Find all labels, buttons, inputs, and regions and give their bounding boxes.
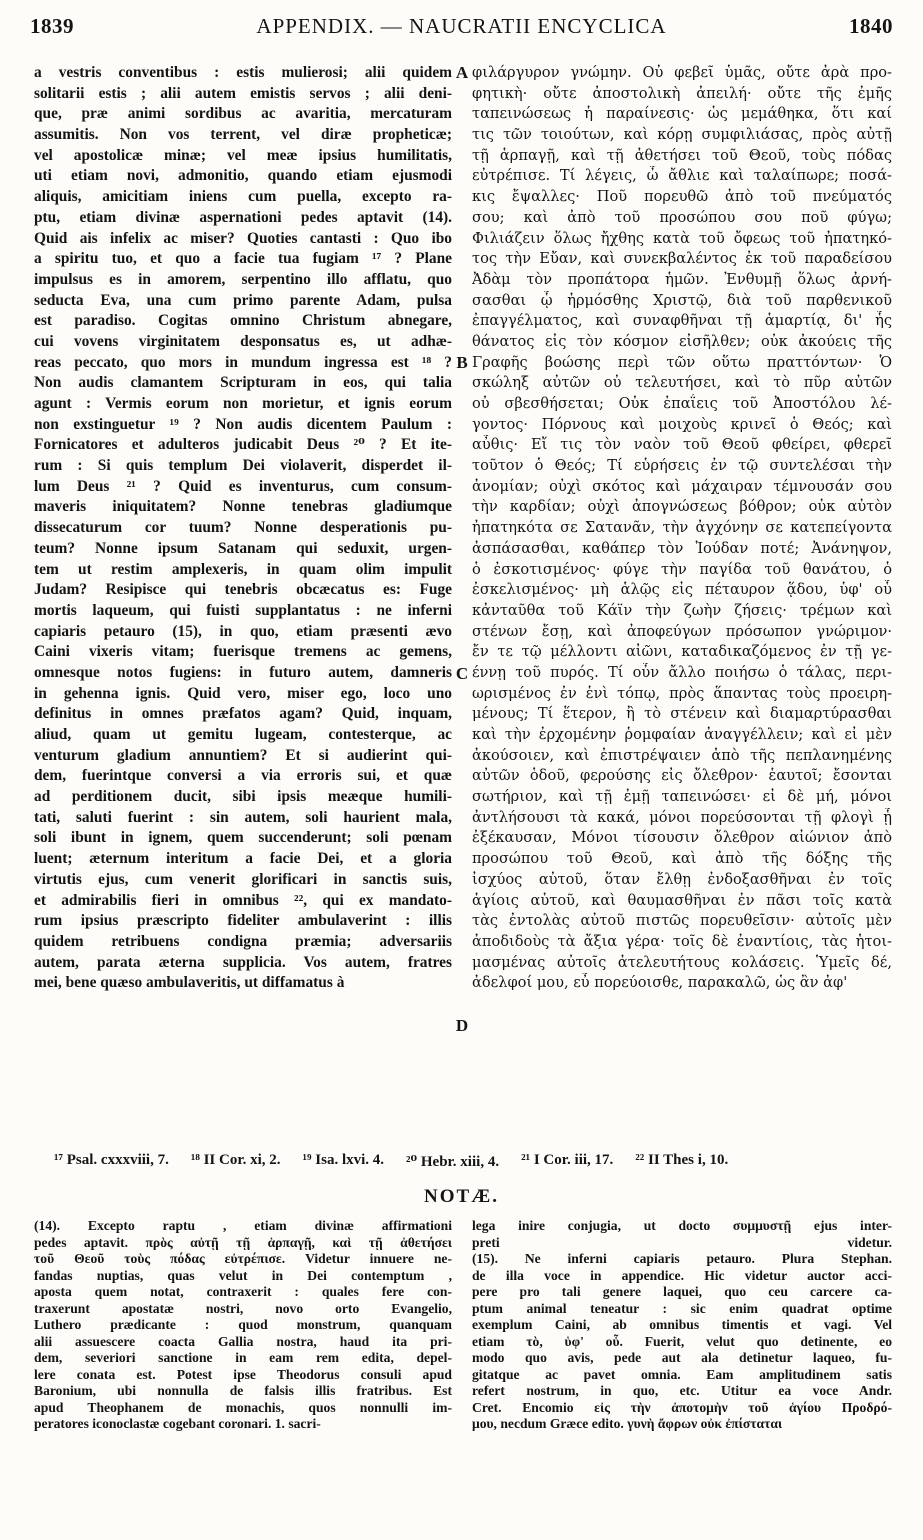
greek-text-line: στένων ἔσῃ, καὶ ἀποφεύγων πρόσωπον γνώριμον· xyxy=(472,622,892,640)
greek-text-line: κις ἔψαλλες· Ποῦ πορευθῶ ἀπὸ τοῦ πνεύματός xyxy=(472,188,892,206)
latin-text-line: ptu, etiam divinæ aspernationi pedes aptavit (14). xyxy=(34,208,452,226)
latin-text-line: Fornicatores et adulteros judicabit Deus ²⁰ ? Et ite- xyxy=(34,436,452,454)
footnote: ¹⁹ Isa. lxvi. 4. xyxy=(302,1152,385,1168)
footnotes xyxy=(54,1152,893,1171)
note-text-line: lere conata est. Potest ipse Theodorus consuli apud xyxy=(34,1366,452,1382)
footnote: ²¹ I Cor. iii, 17. xyxy=(521,1152,614,1168)
greek-column xyxy=(472,63,892,994)
note-text-line: Luthero prædicante : quod monstrum, quanquam xyxy=(34,1317,452,1332)
greek-text-line: γοντος· Πόρνους καὶ μοιχοὺς κρινεῖ ὁ Θεός; καὶ xyxy=(472,415,892,433)
latin-text-line: seducta Eva, una cum primo parente Adam, pulsa xyxy=(34,291,452,309)
latin-text-line: aliud, quam ut gemitu lugeam, contesterque, ac xyxy=(34,726,452,743)
greek-text-line: ἀντλήσουσι τὰ κακά, μόνοι πορεύσονται τῇ φλογὶ ᾗ xyxy=(472,808,892,826)
latin-text-line: tati, saluti fuerint : sin autem, soli haurient mala, xyxy=(34,808,452,826)
note-text-line: fandas nuptias, quas velut in Dei contemptum , xyxy=(34,1267,452,1283)
note-text-line: refert nostrum, in quo, etc. Utitur ea voce Andr. xyxy=(472,1383,892,1398)
latin-text-line: cui vovens virginitatem desponsatus es, ut adhæ- xyxy=(34,332,452,350)
latin-text-line: a vestris conventibus : estis mulierosi; alii quidem xyxy=(34,64,452,81)
page-header xyxy=(30,14,893,46)
greek-text-line: τῇ ἁρπαγῇ, καὶ τῇ ἀθετήσει τοῦ Θεοῦ, τοὺς πόδας xyxy=(472,146,892,164)
greek-text-line: τὴν καρδίαν; οὐχὶ ἀπογνώσεως βόθρον; οὐκ αὐτὸν xyxy=(472,498,892,516)
note-text-line: (14). Excepto raptu , etiam divinæ affirmationi xyxy=(34,1218,452,1233)
left-page-number: 1839 xyxy=(30,14,74,38)
latin-text-line: impulsus es in amorem, serpentino illo afflatu, quo xyxy=(34,270,452,288)
latin-column xyxy=(34,63,452,994)
note-text-line: pere pro tali genere laquei, quo ceu carcere ca- xyxy=(472,1284,892,1299)
note-text-line: (15). Ne inferni capiaris petauro. Plura Stephan. xyxy=(472,1251,892,1266)
greek-text-line: θάνατος εἰς τὸν κόσμον εἰσῆλθεν; οὐκ ἀκούεις τῆς xyxy=(472,332,892,350)
greek-text-line: σωτήριον, καὶ τῇ ἐμῇ ταπεινώσει· εἰ δὲ μή, μόνοι xyxy=(472,788,892,806)
greek-text-line: ὁ ἐσκοτισμένος· φύγε τὴν παγίδα τοῦ θανάτου, ὁ xyxy=(472,560,892,578)
latin-text-line: tem ut restim amplexeris, in quam olim impulit xyxy=(34,560,452,578)
latin-text-line: Judam? Resipisce qui tenebris obcæcatus es: Fuge xyxy=(34,581,452,599)
greek-text-line: ἀνομίαν; οὐχὶ σκότος καὶ μάχαιραν τέμνουσάν σου xyxy=(472,477,892,495)
latin-text-line: quidem retribuens condigna præmia; adversariis xyxy=(34,932,452,950)
greek-text-line: εὐτρέπισε. Τί λέγεις, ὦ ἄθλιε καὶ ταλαίπωρε; ποσά- xyxy=(472,167,892,185)
greek-text-line: αὐτῶν ὁδοῦ, φερούσης εἰς ὄλεθρον· ἑαυτοῖ; ἔσονται xyxy=(472,767,892,785)
note-text-line: μου, necdum Græce edito. γυνὴ ἄφρων οὐκ ἐπίσταται xyxy=(472,1416,783,1431)
note-text-line: alii assuescere coacta Gallia nostra, haud ita pri- xyxy=(34,1333,452,1349)
footnote: ²² II Thes i, 10. xyxy=(635,1152,729,1168)
greek-text-line: ἀδελφοί μου, εὖ πορεύοισθε, παρακαλῶ, ὡς ἂν ἀφ' xyxy=(472,974,848,992)
note-text-line: gitatque ac pavet omnia. Eam amplitudinem satis xyxy=(472,1366,892,1382)
latin-text-line: venturum gladium annuntiem? Et si audierint qui- xyxy=(34,746,452,764)
latin-text-line: Quid ais infelix ac miser? Quoties cantasti : Quo ibo xyxy=(34,229,452,247)
latin-text-line: rum : Si quis templum Dei violaverit, disperdet il- xyxy=(34,457,452,475)
note-text-line: apud Theophanem de monachis, quos nonnulli im- xyxy=(34,1399,452,1415)
latin-text-line: maveris iniquitatem? Nonne tenebras gladiumque xyxy=(34,498,452,516)
greek-text-line: ἁγίοις αὐτοῦ, καὶ θαυμασθῆναι ἐν πᾶσι τοῖς κατὰ xyxy=(472,891,892,909)
note-text-line: ptum animal teneatur : sic enim quadrat optime xyxy=(472,1300,892,1316)
right-page-number: 1840 xyxy=(848,14,893,38)
note-text-line: de illa voce in appendice. Hic videtur auctor acci- xyxy=(472,1267,892,1283)
latin-text-line: et admirabilis fieri in omnibus ²², qui ex mandato- xyxy=(34,891,452,909)
latin-text-line: Caini vixeris vitam; fuerisque tremens ac gemens, xyxy=(34,643,452,661)
latin-text-line: in gehenna ignis. Quid vero, miser ego, loco uno xyxy=(34,684,452,702)
note-text-line: modo quo avis, pede aut ala detinetur laqueo, fu- xyxy=(472,1350,892,1365)
latin-text-line: que, præ animi sordibus ac avaritia, mercaturam xyxy=(34,105,452,123)
latin-text-line: dem, fuerintque conversi a via erroris sui, et quæ xyxy=(34,767,452,785)
latin-text-line: ad perditionem ducit, sibi ipsis meæque humili- xyxy=(34,788,452,806)
latin-text-line: non exstinguetur ¹⁹ ? Non audis dicentem Paulum : xyxy=(34,415,452,433)
greek-text-line: κἀνταῦθα τοῦ Κάϊν τὴν ζωὴν ζήσεις· τρέμων καὶ xyxy=(472,601,892,619)
greek-text-line: σου; καὶ ἀπὸ τοῦ προσώπου σου ποῦ φύγω; xyxy=(472,208,892,226)
latin-text-line: capiaris petauro (15), in quo, etiam præsenti ævo xyxy=(34,622,452,640)
note-text-line: traxerunt apostatæ nostri, novo orto Evangelio, xyxy=(34,1300,452,1316)
footnote: ¹⁷ Psal. cxxxviii, 7. xyxy=(54,1152,169,1168)
latin-text-line: teum? Nonne ipsum Satanam qui seduxit, urgen- xyxy=(34,539,452,557)
greek-text-line: τὰς ἐντολὰς αὐτοῦ πιστῶς πορευθεῖσιν· αὐτοῖς μὲν xyxy=(472,912,892,930)
greek-text-line: φιλάργυρον γνώμην. Οὐ φεβεῖ ὑμᾶς, οὔτε ἀρὰ προ- xyxy=(472,64,892,81)
note-text-line: Baronium, ubi nonnulla de falsis illis fratribus. Est xyxy=(34,1383,452,1398)
latin-text-line: virtutis ejus, cum venerit glorificari in sanctis suis, xyxy=(34,870,452,888)
greek-text-line: ἔν τε τῷ μέλλοντι αἰῶνι, καταδικαζόμενος ἐν τῇ γε- xyxy=(472,643,892,661)
note-text-line: pedes aptavit. πρὸς αὐτῇ τῇ ἁρπαγῇ, καὶ τῇ ἀθετήσει xyxy=(34,1234,452,1250)
latin-text-line: dissecaturum cor tuum? Nonne desperationis pu- xyxy=(34,519,452,537)
greek-text-line: τος τὴν Εὔαν, καὶ συνεκβαλέντος ἐκ τοῦ παραδείσου xyxy=(472,250,892,268)
latin-text-line: mortis laqueum, qui fuisti supplantatus : ne inferni xyxy=(34,601,452,619)
notes-left-column xyxy=(34,1218,452,1433)
greek-text-line: μασμένας αὐτοῖς ἀτελευτήτους κολάσεις. Ὑμεῖς δέ, xyxy=(472,953,892,971)
note-text-line: preti videtur. xyxy=(472,1234,892,1250)
latin-text-line: omnesque notos fugiens: in futuro autem, damneris xyxy=(34,663,452,681)
note-text-line: τοῦ Θεοῦ τοὺς πόδας εὐτρέπισε. Videtur innuere ne- xyxy=(34,1251,452,1266)
note-text-line: etiam τὸ, ὑφ' οὗ. Fuerit, velut quo detinente, eo xyxy=(472,1333,892,1349)
latin-text-line: est paradiso. Cogitas omnino Christum abnegare, xyxy=(34,312,452,330)
greek-text-line: ωρισμένος ἐν ἑνὶ τόπῳ, πρὸς ἅπαντας τοὺς προειρη- xyxy=(472,684,892,702)
note-text-line: lega inire conjugia, ut docto συμμυστῇ ejus inter- xyxy=(472,1218,892,1233)
latin-text-line: uti etiam novi, admonitio, quando etiam ejusmodi xyxy=(34,167,452,185)
latin-text-line: assumitis. Non vos terrent, vel diræ propheticæ; xyxy=(34,126,452,144)
greek-text-line: Ἀδὰμ τὸν προπάτορα ἡμῶν. Ἐνθυμῇ ὅλως ἀρνή- xyxy=(472,270,892,288)
greek-text-line: ἐξέκαυσαν, Μόνοι τίσουσιν ὄλεθρον αἰώνιον ἀπὸ xyxy=(472,829,892,847)
latin-text-line: aliquis, amicitiam iniens cum puella, excepto ra- xyxy=(34,188,452,206)
section-marker-c: C xyxy=(455,664,469,683)
latin-text-line: vel apostolicæ minæ; vel meæ ipsius humilitatis, xyxy=(34,146,452,164)
note-text-line: Cret. Encomio εἰς τὴν ἀποτομὴν τοῦ ἁγίου Προδρό- xyxy=(472,1399,892,1415)
greek-text-line: μένους; Τί ἕτερον, ἢ τὸ στένειν καὶ διαμαρτύρασθαι xyxy=(472,705,892,723)
section-marker-d: D xyxy=(455,1016,469,1035)
latin-text-line: a spiritu tuo, et quo a facie tua fugiam ¹⁷ ? Plane xyxy=(34,250,452,268)
greek-text-line: Φιλιάζειν ὅλως ἤχθης κατὰ τοῦ ὄφεως τοῦ ἠπατηκό- xyxy=(472,229,892,247)
latin-text-line: rum ipsius præscripto fideliter ambulaverint : illis xyxy=(34,912,452,930)
latin-text-line: reas peccato, quo mors in mundum ingressa est ¹⁸ ? xyxy=(34,353,452,371)
greek-text-line: Γραφῆς βοώσης περὶ τῶν οὕτω πραττόντων· Ὁ xyxy=(472,353,892,371)
section-marker-b: B xyxy=(456,353,468,372)
section-marker-a: A xyxy=(455,63,469,82)
latin-text-line: definitus in omnes præfatos agam? Quid, inquam, xyxy=(34,705,452,723)
greek-text-line: τοῦτον ὁ Θεός; Τί εὑρήσεις ἐν τῷ συντελέσαι τὴν xyxy=(472,457,892,475)
greek-text-line: ἰσχύος αὐτοῦ, ὅταν ἔλθῃ ἐνδοξασθῆναι ἐν τοῖς xyxy=(472,870,892,888)
note-text-line: aposta quem notat, contraxerit : quales fere con- xyxy=(34,1284,452,1299)
latin-text-line: agunt : Vermis eorum non morietur, et ignis eorum xyxy=(34,395,452,412)
greek-text-line: καὶ τὴν ἐρχομένην ῥομφαίαν ἀναγγέλλειν; καὶ εἰ μὲν xyxy=(472,726,892,743)
greek-text-line: ἀποδιδοὺς τὰ ἄξια γέρα· τοῖς δὲ ἐναντίοις, τὰς ἡτοι- xyxy=(472,932,892,950)
latin-text-line: mei, bene quæso ambulaveritis, ut diffamatus à xyxy=(34,974,345,992)
greek-text-line: ἀκούσοιεν, καὶ ἐπιστρέψαιεν ἀπὸ τῆς πεπλανημένης xyxy=(472,746,892,764)
greek-text-line: φητικὴ· οὔτε ἀποστολικὴ ἀπειλή· οὔτε τῆς ἐμῆς xyxy=(472,84,892,102)
greek-text-line: τις τῶν τοιούτων, καὶ κόρῃ συμφιλιάσας, πρὸς αὐτῇ xyxy=(472,126,892,144)
greek-text-line: σασθαι ᾧ ἡρμόσθης Χριστῷ, διὰ τοῦ παρθενικοῦ xyxy=(472,291,892,309)
note-text-line: dem, severiori sanctione in eam rem edita, depel- xyxy=(34,1350,452,1365)
latin-text-line: solitarii estis ; alii autem emistis servos ; alii deni- xyxy=(34,84,452,102)
notes-heading: NOTÆ. xyxy=(424,1186,499,1207)
note-text-line: peratores iconoclastæ cogebant coronari. 1. sacri- xyxy=(34,1416,321,1431)
greek-text-line: έννῃ τοῦ πυρός. Τί οὖν ἄλλο ποιήσω ὁ τάλας, περι- xyxy=(472,663,892,681)
greek-text-line: ταπεινώσεως ἡ παραίνεσις· ὡς μεμάθηκα, ὅτι καί xyxy=(472,105,892,123)
greek-text-line: ἠπατηκότα σε Σατανᾶν, τὴν ἀγχόνην σε κατεπείγοντα xyxy=(472,519,892,537)
footnote: ²⁰ Hebr. xiii, 4. xyxy=(406,1154,500,1170)
latin-text-line: soli ibunt in ignem, quem succenderunt; soli pœnam xyxy=(34,829,452,847)
greek-text-line: οὐ σβεσθήσεται; Οὐκ ἐπαΐεις τοῦ Ἀποστόλου λέ- xyxy=(472,395,892,412)
greek-text-line: ἐσκελισμένος· μὴ ἁλῷς εἰς πέταυρον ᾅδου, ὑφ' οὗ xyxy=(472,581,892,599)
notes-right-column xyxy=(472,1218,892,1433)
latin-text-line: Non audis clamantem Scripturam in eos, qui talia xyxy=(34,374,452,392)
greek-text-line: αὖθις· Εἴ τις τὸν ναὸν τοῦ Θεοῦ φθείρει, φθερεῖ xyxy=(472,436,892,454)
running-title: APPENDIX. — NAUCRATII ENCYCLICA xyxy=(256,14,667,38)
greek-text-line: προσώπου τοῦ Θεοῦ, καὶ ἀπὸ τῆς δόξης τῆς xyxy=(472,850,892,868)
latin-text-line: luent; æternum interitum a facie Dei, et a gloria xyxy=(34,850,452,868)
greek-text-line: ἐπαγγέλματος, καὶ συναφθῆναι τῇ ἁμαρτίᾳ, δι' ἧς xyxy=(472,312,892,330)
latin-text-line: autem, parata æterna supplicia. Vos autem, fratres xyxy=(34,953,452,971)
greek-text-line: σκώληξ αὐτῶν οὐ τελευτήσει, καὶ τὸ πῦρ αὐτῶν xyxy=(472,374,892,392)
greek-text-line: ἀσπάσασθαι, καθάπερ τὸν Ἰούδαν ποτέ; Ἀνάνηψον, xyxy=(472,539,892,557)
latin-text-line: lum Deus ²¹ ? Quid es inventurus, cum consum- xyxy=(34,477,452,495)
note-text-line: exemplum Caini, ab omnibus timentis et vagi. Vel xyxy=(472,1317,892,1332)
footnote: ¹⁸ II Cor. xi, 2. xyxy=(190,1152,281,1168)
